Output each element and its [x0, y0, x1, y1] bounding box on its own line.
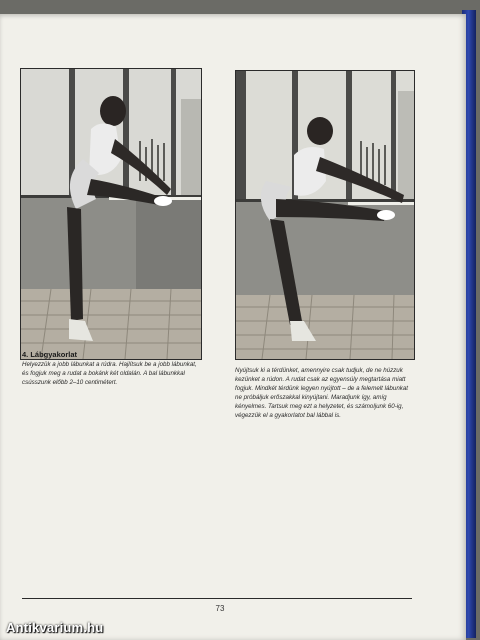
caption-right-text: Nyújtsuk ki a térdünket, amennyire csak tudjuk, de ne húzzuk kezünket a rúdon. A rudat csak az egyensúly megtartása miatt fogjuk. Mindkét térdünk legyen nyújtott – de a felemelt lábunkat ne próbáljuk erőszakkal kinyújtani. Maradjunk így, amíg kényelmes. Tartsuk meg ezt a helyzetet, és számoljunk 60-ig, végezzük el a gyakorlatot bal lábbal is. [235, 367, 409, 419]
photo-left-illustration [21, 69, 201, 359]
footer-rule [22, 598, 412, 599]
photo-right-illustration [236, 71, 414, 359]
caption-right [235, 366, 413, 420]
caption-left-text: Helyezzük a jobb lábunkat a rúdra. Hajlítsuk be a jobb lábunkat, és fogjuk meg a rudat a bokánk két oldalán. A bal lábunkkal csússzunk előbb 2–10 centimétert. [22, 361, 197, 386]
book-page [0, 14, 466, 640]
exercise-photo-right [235, 70, 415, 360]
caption-left [22, 350, 198, 387]
page-number: 73 [215, 604, 225, 613]
watermark-logo: Antikvarium.hu [6, 620, 104, 635]
exercise-photo-left [20, 68, 202, 360]
exercise-title: 4. Lábgyakorlat [22, 350, 78, 359]
